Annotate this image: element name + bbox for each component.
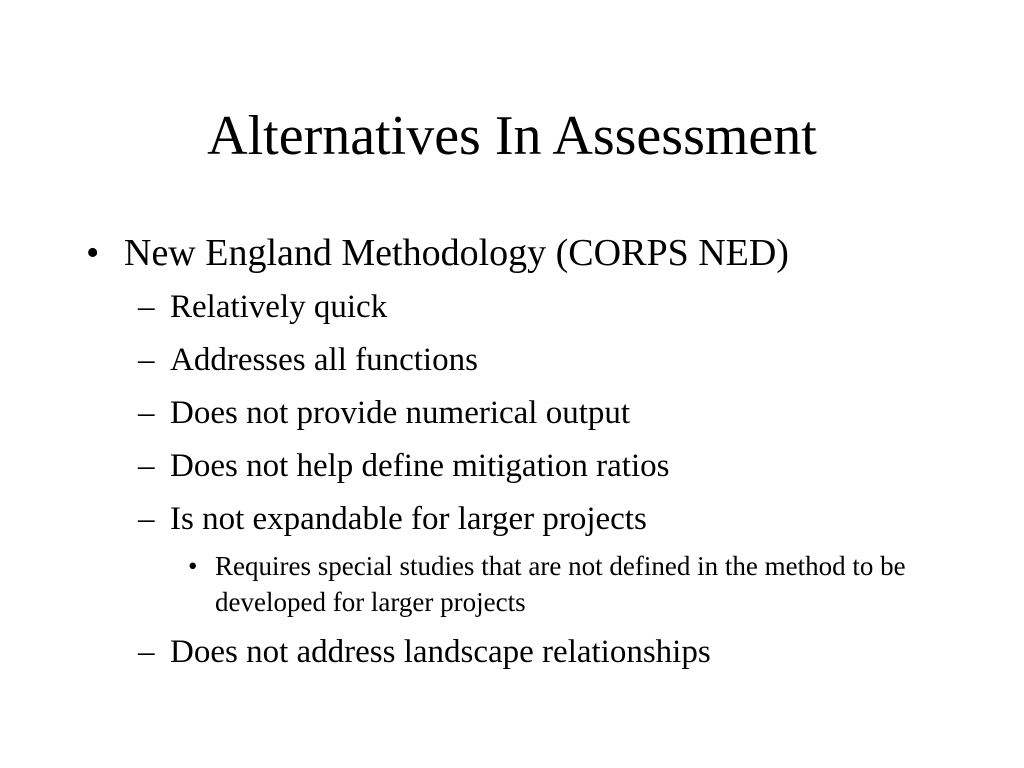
dash-marker: – [138,448,155,484]
sub-item-addresses-functions [138,339,478,381]
dash-marker: – [138,342,155,378]
sub-item-text: Does not provide numerical output [170,395,631,431]
dash-marker: – [138,634,155,670]
sub-item-text: Does not address landscape relationships [170,634,711,670]
sub-item-numerical-output [138,392,630,434]
bullet-item-ned [86,229,789,277]
sub-item-text: Addresses all functions [170,342,478,378]
sub-item-landscape [138,631,711,673]
bullet-marker: • [188,551,198,581]
slide-title: Alternatives In Assessment [207,105,817,167]
sub-item-text: Relatively quick [170,289,388,325]
sub-item-expandable [138,498,647,540]
dash-marker: – [138,501,155,537]
subsub-item-text: Requires special studies that are not defined in the method to be developed for larger projects [215,551,906,617]
sub-item-text: Does not help define mitigation ratios [170,448,670,484]
bullet-text: New England Methodology (CORPS NED) [124,232,789,274]
sub-item-relatively-quick [138,286,387,328]
bullet-marker: • [86,232,100,274]
sub-item-text: Is not expandable for larger projects [170,501,647,537]
subsub-item-special-studies [188,548,928,620]
dash-marker: – [138,395,155,431]
dash-marker: – [138,289,155,325]
sub-item-mitigation-ratios [138,445,669,487]
